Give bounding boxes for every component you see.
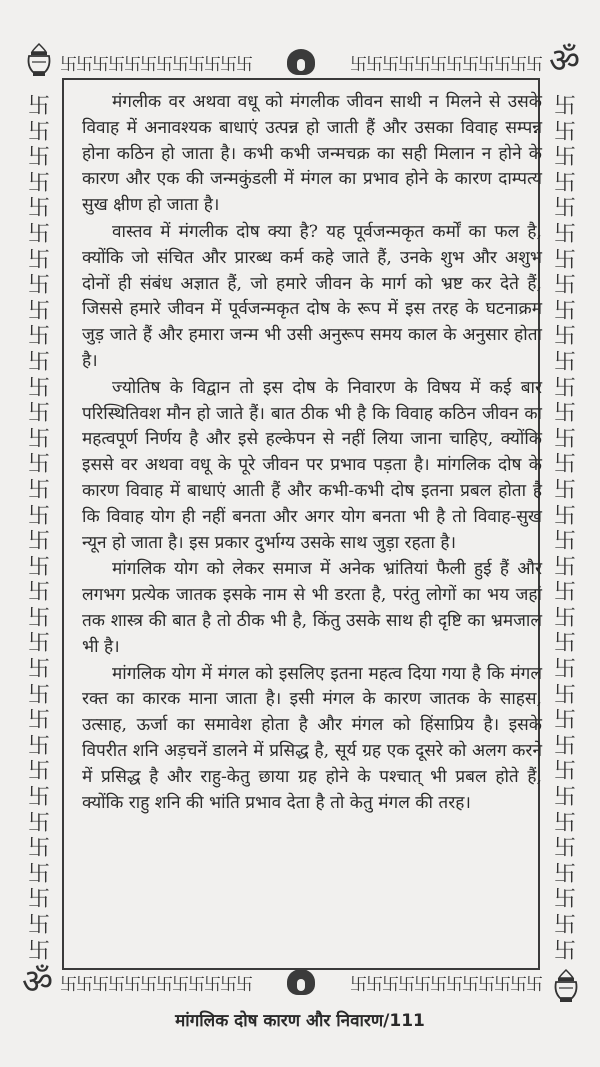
bottom-border <box>60 966 542 998</box>
swastika-border: 卐卐卐卐卐卐卐卐卐卐卐卐 <box>60 54 252 75</box>
body-text <box>82 90 542 817</box>
swastika-border-left: 卐 卐 卐 卐 卐 卐 卐 卐 卐 卐 卐 卐 卐 卐 卐 卐 卐 卐 卐 卐 卐 卐 卐 卐 卐 卐 卐 卐 卐 卐 卐 卐 卐 卐 <box>27 94 50 964</box>
kalash-icon <box>24 42 54 78</box>
page-footer: मांगलिक दोष कारण और निवारण/111 <box>175 1011 425 1031</box>
paragraph: मांगलिक योग को लेकर समाज में अनेक भ्रांतियां फैली हुई हैं और लगभग प्रत्येक जातक इसके नाम से भी डरता है, परंतु लोगों का भय जहां तक शास्त्र की बात है तो ठीक भी है, किंतु उसके साथ ही दृष्टि का भ्रमजाल भी है। <box>82 559 542 657</box>
frame-line-bottom <box>62 968 540 970</box>
paragraph: मंगलीक वर अथवा वधू को मंगलीक जीवन साथी न मिलने से उसके विवाह में अनावश्यक बाधाएं उत्पन्न हो जाती हैं और उसका विवाह सम्पन्न होना कठिन हो जाता है। कभी कभी जन्मचक्र का सही मिलान न होने के कारण और एक की जन्मकुंडली में मंगल का प्रभाव होने के कारण दाम्पत्य सुख क्षीण हो जाता है। <box>82 92 542 216</box>
top-border <box>60 46 542 78</box>
ganesh-icon <box>287 49 315 75</box>
kalash-icon <box>551 968 581 1004</box>
paragraph: मांगलिक योग में मंगल को इसलिए इतना महत्व दिया गया है कि मंगल रक्त का कारक माना जाता है। इसी मंगल के कारण जातक के साहस, उत्साह, ऊर्जा का समावेश होता है और मंगल को हिंसाप्रिय है। इसके विपरीत शनि अड़चनें डालने में प्रसिद्ध है, सूर्य ग्रह एक दूसरे को अलग करने में प्रसिद्ध है और राहु-केतु छाया ग्रह होने के पश्चात् भी प्रबल होते हैं, क्योंकि राहु शनि की भांति प्रभाव देता है तो केतु मंगल की तरह। <box>82 663 542 813</box>
frame-line-left <box>62 78 64 970</box>
swastika-border: 卐卐卐卐卐卐卐卐卐卐卐卐 <box>350 974 542 995</box>
ganesh-icon <box>287 969 315 995</box>
swastika-border-right: 卐 卐 卐 卐 卐 卐 卐 卐 卐 卐 卐 卐 卐 卐 卐 卐 卐 卐 卐 卐 卐 卐 卐 卐 卐 卐 卐 卐 卐 卐 卐 卐 卐 卐 <box>553 94 576 964</box>
swastika-border: 卐卐卐卐卐卐卐卐卐卐卐卐 <box>350 54 542 75</box>
swastika-border: 卐卐卐卐卐卐卐卐卐卐卐卐 <box>60 974 252 995</box>
om-icon: ॐ <box>22 962 54 1002</box>
om-icon: ॐ <box>549 41 581 81</box>
paragraph: ज्योतिष के विद्वान तो इस दोष के निवारण के विषय में कई बार परिस्थितिवश मौन हो जाते हैं। बात ठीक भी है कि विवाह कठिन जीवन का महत्वपूर्ण निर्णय है और इसे हल्केपन से नहीं लिया जाना चाहिए, क्योंकि इससे वर अथवा वधू के पूरे जीवन पर प्रभाव पड़ता है। मांगलिक दोष के कारण विवाह में बाधाएं आती हैं और कभी-कभी दोष इतना प्रबल होता है कि विवाह योग ही नहीं बनता और अगर योग बनता भी है तो विवाह-सुख न्यून हो जाता है। इस प्रकार दुर्भाग्य उसके साथ जुड़ा रहता है। <box>82 377 542 553</box>
frame-line-top <box>62 78 540 80</box>
paragraph: वास्तव में मंगलीक दोष क्या है? यह पूर्वजन्मकृत कर्मों का फल है, क्योंकि जो संचित और प्रारब्ध कर्म कहे जाते हैं, उनके शुभ और अशुभ दोनों ही संबंध अज्ञात हैं, जो हमारे जीवन के मार्ग को भ्रष्ट कर देते हैं, जिससे हमारे जीवन में पूर्वजन्मकृत दोष के रूप में इस तरह के घटनाक्रम जुड़ जाते हैं और हमारा जन्म भी उसी अनुरूप समय काल के अनुसार होता है। <box>82 221 542 371</box>
